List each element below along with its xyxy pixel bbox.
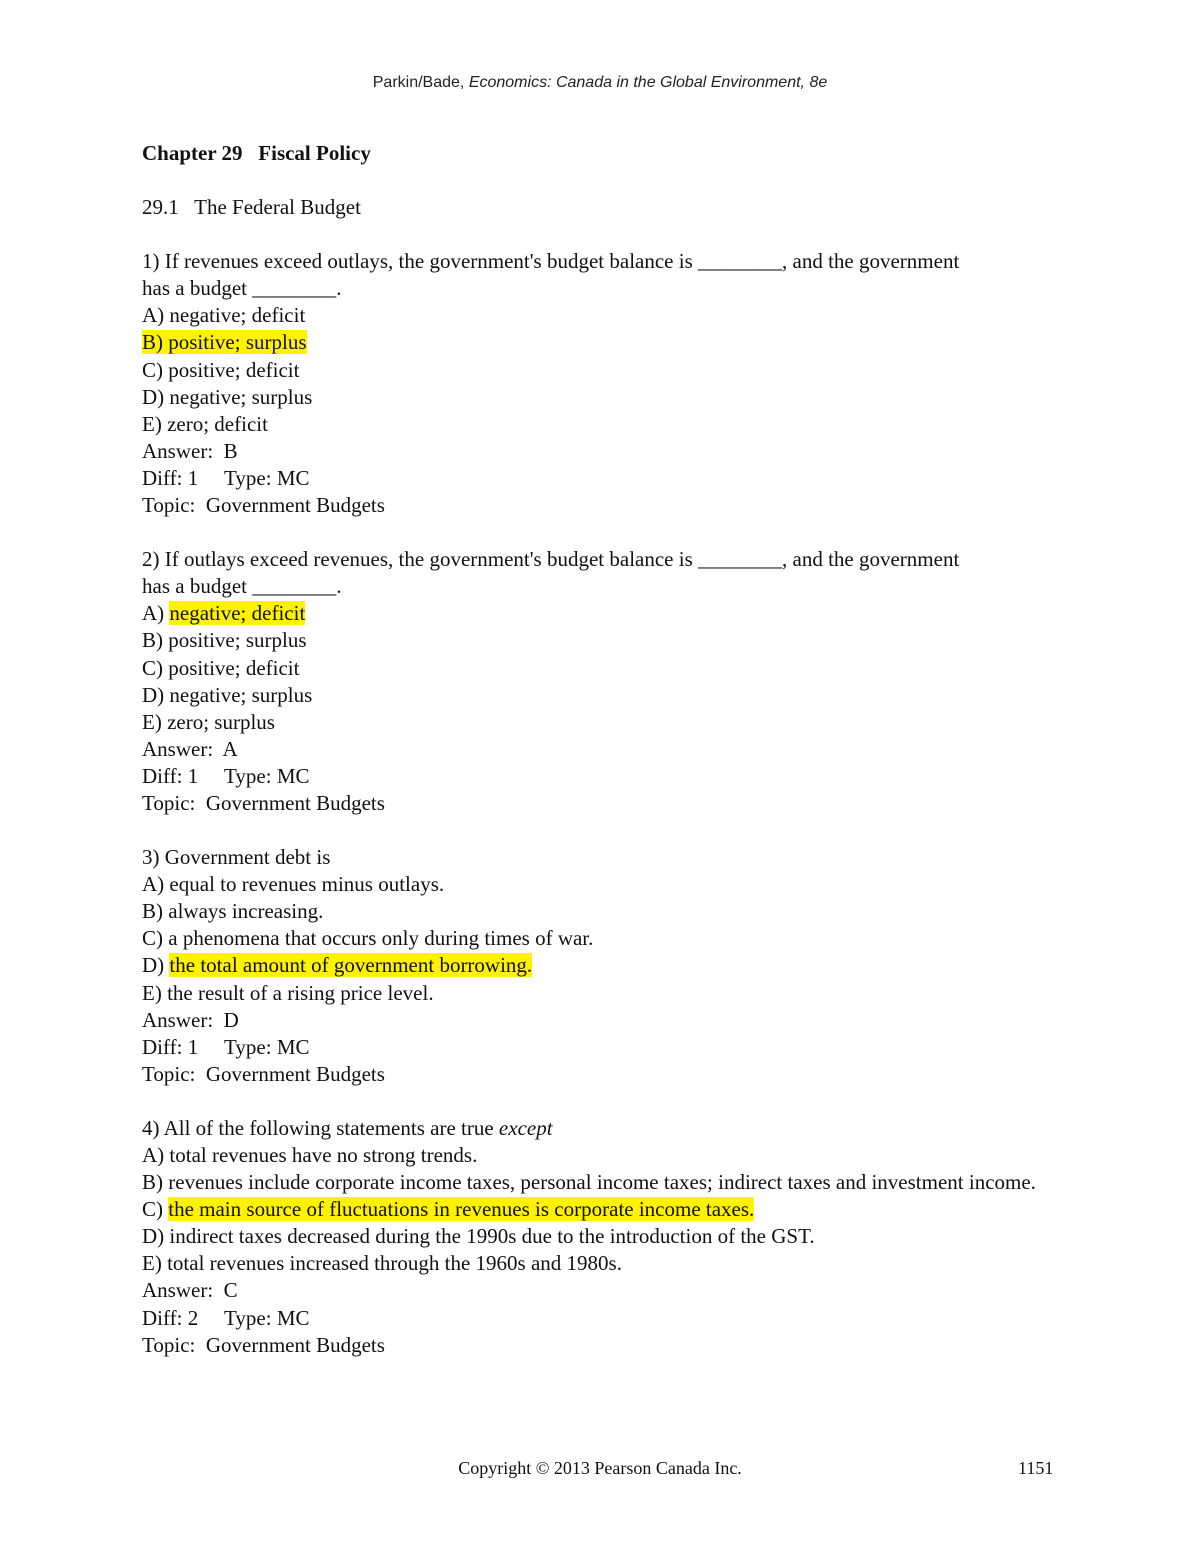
option-prefix: E) (142, 1251, 168, 1276)
question-stem-emphasis: except (498, 1115, 553, 1140)
question-stem-line (142, 1115, 1072, 1142)
option-text: zero; deficit (167, 411, 268, 436)
option-a (142, 1142, 1072, 1169)
option-text: always increasing. (168, 899, 324, 924)
option-prefix: A) (142, 303, 170, 328)
topic-line: Topic: Government Budgets (142, 1332, 385, 1357)
answer-highlight (142, 330, 307, 354)
option-e (142, 1250, 1072, 1277)
option-text: total revenues have no strong trends. (169, 1143, 478, 1167)
option-text: equal to revenues minus outlays. (169, 872, 445, 897)
option-prefix: D) (142, 953, 170, 978)
topic-line: Topic: Government Budgets (142, 1061, 385, 1086)
option-d (142, 682, 1072, 709)
difficulty-type-line: Diff: 1 Type: MC (142, 465, 310, 490)
option-prefix: D) (142, 384, 170, 409)
option-prefix: B) (142, 330, 169, 355)
running-header (0, 74, 1200, 92)
option-text: revenues include corporate income taxes, personal income taxes; indirect taxes and investment income. (168, 1170, 1036, 1195)
topic-line: Topic: Government Budgets (142, 790, 385, 815)
question-stem-line: 1) If revenues exceed outlays, the government's budget balance is ________, and the government (142, 249, 960, 274)
answer-line: Answer: B (142, 438, 238, 463)
question-stem-line: has a budget ________. (142, 276, 342, 301)
option-prefix: B) (142, 1170, 169, 1195)
question-stem-line: 2) If outlays exceed revenues, the government's budget balance is ________, and the government (142, 547, 960, 572)
answer-line: Answer: A (142, 736, 238, 761)
option-d (142, 384, 1072, 411)
option-b (142, 627, 1072, 654)
option-d-correct (142, 952, 1072, 979)
answer-highlight: the main source of fluctuations in revenues is corporate income taxes. (168, 1197, 755, 1222)
option-c-correct (142, 1196, 1072, 1223)
option-b (142, 898, 1072, 925)
topic-line: Topic: Government Budgets (142, 493, 385, 518)
question-1 (142, 248, 1072, 519)
answer-line: Answer: D (142, 1007, 239, 1032)
option-c (142, 357, 1072, 384)
option-e (142, 709, 1072, 736)
option-prefix: E) (142, 709, 168, 734)
option-text: the result of a rising price level. (167, 980, 434, 1005)
answer-highlight: negative; deficit (169, 601, 306, 626)
answer-line: Answer: C (142, 1278, 238, 1303)
question-3 (142, 844, 1072, 1088)
option-prefix: C) (142, 926, 169, 951)
option-prefix: A) (142, 872, 170, 897)
option-prefix: C) (142, 357, 169, 382)
answer-highlight: the total amount of government borrowing. (169, 953, 533, 978)
option-text: negative; surplus (169, 682, 313, 707)
option-e (142, 411, 1072, 438)
option-prefix: C) (142, 1197, 169, 1222)
option-text: a phenomena that occurs only during times of war. (168, 926, 594, 951)
chapter-title: Chapter 29 Fiscal Policy (142, 141, 371, 165)
option-a-correct (142, 600, 1072, 627)
difficulty-type-line: Diff: 1 Type: MC (142, 763, 310, 788)
question-4 (142, 1115, 1072, 1359)
option-c (142, 655, 1072, 682)
option-prefix: D) (142, 682, 170, 707)
question-stem-line: has a budget ________. (142, 574, 342, 599)
option-text: indirect taxes decreased during the 1990s due to the introduction of the GST. (169, 1224, 815, 1249)
question-stem-text: 4) All of the following statements are true (142, 1115, 499, 1140)
option-text: positive; deficit (168, 655, 300, 680)
option-c (142, 925, 1072, 952)
option-d (142, 1223, 1072, 1250)
option-b-correct (142, 329, 1072, 356)
option-text: positive; surplus (168, 330, 307, 355)
option-prefix: E) (142, 411, 168, 436)
page-content (142, 140, 1072, 1386)
page-number: 1151 (1018, 1458, 1054, 1478)
option-e (142, 980, 1072, 1007)
option-prefix: C) (142, 655, 169, 680)
option-prefix: D) (142, 1224, 170, 1249)
difficulty-type-line: Diff: 1 Type: MC (142, 1034, 310, 1059)
question-2 (142, 546, 1072, 817)
option-a (142, 871, 1072, 898)
option-prefix: A) (142, 1143, 170, 1167)
option-prefix: A) (142, 601, 170, 626)
section-title: 29.1 The Federal Budget (142, 195, 361, 220)
question-stem-line: 3) Government debt is (142, 845, 331, 870)
option-text: positive; deficit (168, 357, 300, 382)
option-text: total revenues increased through the 1960s and 1980s. (167, 1251, 622, 1276)
option-text: negative; deficit (169, 303, 306, 328)
option-b (142, 1169, 1072, 1196)
option-a (142, 302, 1072, 329)
copyright-notice: Copyright © 2013 Pearson Canada Inc. (458, 1458, 742, 1478)
header-authors: Parkin/Bade, (372, 74, 469, 91)
option-text: negative; surplus (169, 384, 313, 409)
option-prefix: E) (142, 980, 168, 1005)
option-prefix: B) (142, 899, 169, 924)
option-text: zero; surplus (167, 709, 275, 734)
option-prefix: B) (142, 628, 169, 653)
difficulty-type-line: Diff: 2 Type: MC (142, 1305, 310, 1330)
option-text: positive; surplus (168, 628, 307, 653)
header-book-title: Economics: Canada in the Global Environment, 8e (468, 74, 828, 91)
